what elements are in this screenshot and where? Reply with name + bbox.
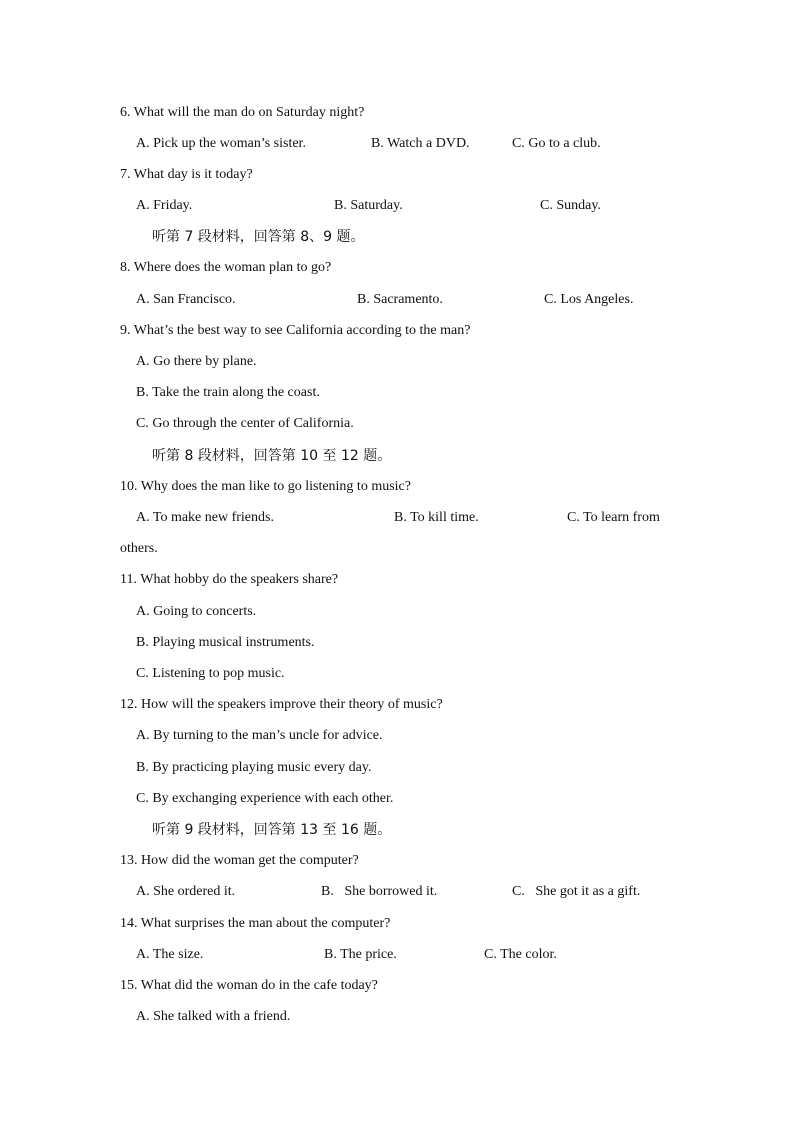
question-11: 11. What hobby do the speakers share?	[120, 572, 339, 587]
option-6a: A. Pick up the woman’s sister.	[136, 136, 306, 151]
section-heading-7: 听第 7 段材料，回答第 8、9 题。	[152, 229, 365, 245]
question-10: 10. Why does the man like to go listening to music?	[120, 479, 411, 494]
option-8c: C. Los Angeles.	[544, 292, 634, 307]
option-13a: A. She ordered it.	[136, 884, 236, 899]
option-12a: A. By turning to the man’s uncle for advice.	[136, 728, 383, 743]
option-7c: C. Sunday.	[540, 198, 601, 213]
option-9b: B. Take the train along the coast.	[136, 385, 320, 400]
question-6	[120, 104, 364, 122]
question-8: 8. Where does the woman plan to go?	[120, 260, 332, 275]
option-6b: B. Watch a DVD.	[371, 136, 470, 151]
question-number: 6.	[120, 105, 131, 120]
option-9a: A. Go there by plane.	[136, 354, 257, 369]
question-14: 14. What surprises the man about the computer?	[120, 916, 391, 931]
option-10b: B. To kill time.	[394, 510, 479, 525]
option-6c: C. Go to a club.	[512, 136, 601, 151]
option-7b: B. Saturday.	[334, 198, 403, 213]
question-15: 15. What did the woman do in the cafe today?	[120, 978, 378, 993]
option-12c: C. By exchanging experience with each other.	[136, 791, 394, 806]
question-text: What will the man do on Saturday night?	[133, 105, 365, 120]
option-8b: B. Sacramento.	[357, 292, 443, 307]
section-heading-9: 听第 9 段材料，回答第 13 至 16 题。	[152, 822, 392, 838]
option-14b: B. The price.	[324, 947, 397, 962]
option-11c: C. Listening to pop music.	[136, 666, 285, 681]
option-14a: A. The size.	[136, 947, 204, 962]
section-heading-8: 听第 8 段材料，回答第 10 至 12 题。	[152, 448, 392, 464]
question-12: 12. How will the speakers improve their theory of music?	[120, 697, 443, 712]
option-10c-continued: others.	[120, 541, 158, 556]
option-12b: B. By practicing playing music every day.	[136, 760, 372, 775]
option-15a: A. She talked with a friend.	[136, 1009, 291, 1024]
option-8a: A. San Francisco.	[136, 292, 236, 307]
question-9: 9. What’s the best way to see California according to the man?	[120, 323, 471, 338]
option-14c: C. The color.	[484, 947, 557, 962]
question-13: 13. How did the woman get the computer?	[120, 853, 359, 868]
option-13c: C. She got it as a gift.	[512, 884, 641, 899]
option-9c: C. Go through the center of California.	[136, 416, 354, 431]
option-11a: A. Going to concerts.	[136, 604, 257, 619]
option-7a: A. Friday.	[136, 198, 193, 213]
option-10a: A. To make new friends.	[136, 510, 274, 525]
option-11b: B. Playing musical instruments.	[136, 635, 315, 650]
question-7: 7. What day is it today?	[120, 167, 253, 182]
option-10c: C. To learn from	[567, 510, 660, 525]
option-13b: B. She borrowed it.	[321, 884, 438, 899]
